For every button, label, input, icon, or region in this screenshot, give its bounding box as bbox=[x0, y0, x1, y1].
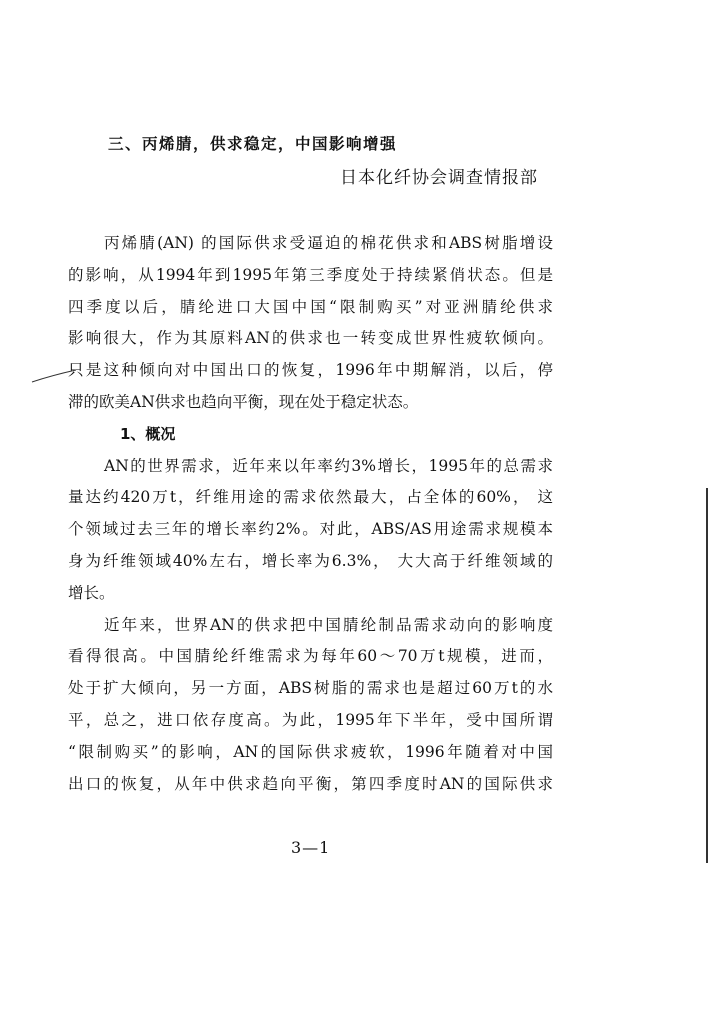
page-number: 3—1 bbox=[291, 838, 331, 857]
paragraph-line: “限制购买”的影响，AN的国际供求疲软，1996年随着对中国 bbox=[68, 742, 553, 761]
body-text bbox=[68, 228, 553, 800]
paragraph-line: 个领域过去三年的增长率约2%。对此，ABS/AS用途需求规模本 bbox=[68, 520, 553, 539]
paragraph-line: 四季度以后，腈纶进口大国中国“限制购买”对亚洲腈纶供求 bbox=[68, 297, 553, 316]
paragraph-line: 滞的欧美AN供求也趋向平衡，现在处于稳定状态。 bbox=[68, 392, 419, 411]
paragraph-line: 看得很高。中国腈纶纤维需求为每年60～70万t规模，进而， bbox=[68, 647, 553, 666]
author-organization: 日本化纤协会调查情报部 bbox=[340, 168, 538, 188]
paragraph-line: 只是这种倾向对中国出口的恢复，1996年中期解消，以后，停 bbox=[68, 361, 553, 380]
subsection-heading: 1、概况 bbox=[120, 424, 176, 443]
paragraph-line: 丙烯腈(AN) 的国际供求受逼迫的棉花供求和ABS树脂增设 bbox=[104, 234, 553, 252]
section-title: 三、丙烯腈，供求稳定，中国影响增强 bbox=[108, 135, 398, 153]
paragraph-line: 出口的恢复，从年中供求趋向平衡，第四季度时AN的国际供求 bbox=[68, 774, 553, 793]
paragraph-line: 影响很大，作为其原料AN的供求也一转变成世界性疲软倾向。 bbox=[68, 329, 553, 348]
paragraph-line: 处于扩大倾向，另一方面，ABS树脂的需求也是超过60万t的水 bbox=[68, 679, 553, 698]
paragraph-line: 量达约420万t，纤维用途的需求依然最大，占全体的60%， 这 bbox=[68, 488, 553, 507]
paragraph-line: AN的世界需求，近年来以年率约3%增长，1995年的总需求 bbox=[104, 456, 553, 475]
paragraph-line: 近年来，世界AN的供求把中国腈纶制品需求动向的影响度 bbox=[104, 615, 553, 634]
paragraph-line: 平，总之，进口依存度高。为此，1995年下半年，受中国所谓 bbox=[68, 710, 553, 729]
scan-edge-line bbox=[706, 488, 708, 863]
paragraph-line: 增长。 bbox=[68, 583, 115, 602]
paragraph-line: 的影响，从1994年到1995年第三季度处于持续紧俏状态。但是 bbox=[68, 265, 553, 284]
pen-stroke-mark bbox=[30, 366, 78, 386]
paragraph-line: 身为纤维领域40%左右，增长率为6.3%， 大大高于纤维领域的 bbox=[68, 551, 553, 570]
